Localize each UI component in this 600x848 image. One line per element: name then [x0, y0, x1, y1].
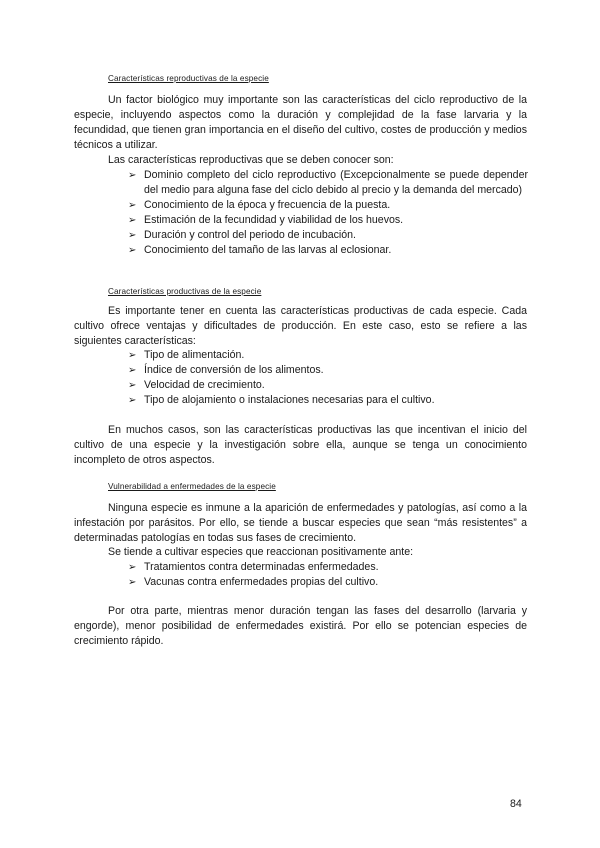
disease-paragraph [74, 501, 527, 546]
productive-closing [74, 423, 527, 468]
arrow-bullet-icon: ➢ [128, 215, 137, 226]
disease-closing-text: Por otra parte, mientras menor duración tengan las fases del desarrollo (larvaria y engorde), menor posibilidad de enfermedades existirá. Por ello se potencian especies de crecimiento rápido. [74, 605, 527, 647]
list-item: ➢ Tratamientos contra determinadas enfermedades. [128, 561, 379, 573]
section-heading-reproductive: Características reproductivas de la especie [108, 74, 269, 83]
arrow-bullet-icon: ➢ [128, 170, 137, 181]
productive-paragraph-text: Es importante tener en cuenta las características productivas de cada especie. Cada cultivo ofrece ventajas y dificultades de producción. En este caso, esto se refiere a las siguientes características: [74, 305, 527, 347]
list-item: ➢ Vacunas contra enfermedades propias del cultivo. [128, 576, 379, 588]
list-item: ➢ Duración y control del periodo de incubación. [128, 229, 357, 241]
disease-closing [74, 604, 527, 649]
reproductive-intro: Las características reproductivas que se deben conocer son: [108, 154, 394, 166]
list-item: ➢ Estimación de la fecundidad y viabilidad de los huevos. [128, 214, 404, 226]
section-heading-disease: Vulnerabilidad a enfermedades de la especie [108, 482, 276, 491]
reproductive-list [128, 168, 528, 258]
disease-intro: Se tiende a cultivar especies que reaccionan positivamente ante: [108, 546, 414, 558]
arrow-bullet-icon: ➢ [128, 395, 137, 406]
arrow-bullet-icon: ➢ [128, 245, 137, 256]
list-item: ➢ Conocimiento de la época y frecuencia de la puesta. [128, 199, 391, 211]
productive-closing-text: En muchos casos, son las características productivas las que incentivan el inicio del cultivo de una especie y la investigación sobre ella, aunque se tenga un conocimiento incompleto de otros aspectos. [74, 424, 527, 466]
productive-list [128, 348, 528, 408]
arrow-bullet-icon: ➢ [128, 230, 137, 241]
list-item: ➢ Tipo de alojamiento o instalaciones necesarias para el cultivo. [128, 394, 435, 406]
disease-paragraph-text: Ninguna especie es inmune a la aparición de enfermedades y patologías, así como a la infestación por parásitos. Por ello, se tiende a buscar especies que sean “más resistentes” a determinadas patologías en todas sus fases de crecimiento. [74, 502, 527, 544]
arrow-bullet-icon: ➢ [128, 365, 137, 376]
reproductive-paragraph [74, 93, 527, 153]
disease-list [128, 560, 528, 590]
reproductive-paragraph-text: Un factor biológico muy importante son las características del ciclo reproductivo de la especie, incluyendo aspectos como la duración y complejidad de la fase larvaria y la fecundidad, que tienen gran importancia en el diseño del cultivo, costes de producción y medios técnicos a utilizar. [74, 94, 527, 151]
arrow-bullet-icon: ➢ [128, 562, 137, 573]
arrow-bullet-icon: ➢ [128, 380, 137, 391]
section-heading-productive: Características productivas de la especie [108, 287, 262, 296]
list-item: ➢ Velocidad de crecimiento. [128, 379, 265, 391]
productive-paragraph [74, 304, 527, 349]
list-item: ➢ Tipo de alimentación. [128, 349, 245, 361]
arrow-bullet-icon: ➢ [128, 200, 137, 211]
list-item: ➢ Dominio completo del ciclo reproductivo (Excepcionalmente se puede depender del medio para alguna fase del ciclo debido al precio y la demanda del mercado) [128, 169, 528, 196]
arrow-bullet-icon: ➢ [128, 577, 137, 588]
list-item: ➢ Conocimiento del tamaño de las larvas al eclosionar. [128, 244, 392, 256]
list-item: ➢ Índice de conversión de los alimentos. [128, 364, 324, 376]
arrow-bullet-icon: ➢ [128, 350, 137, 361]
page-number: 84 [510, 798, 522, 810]
